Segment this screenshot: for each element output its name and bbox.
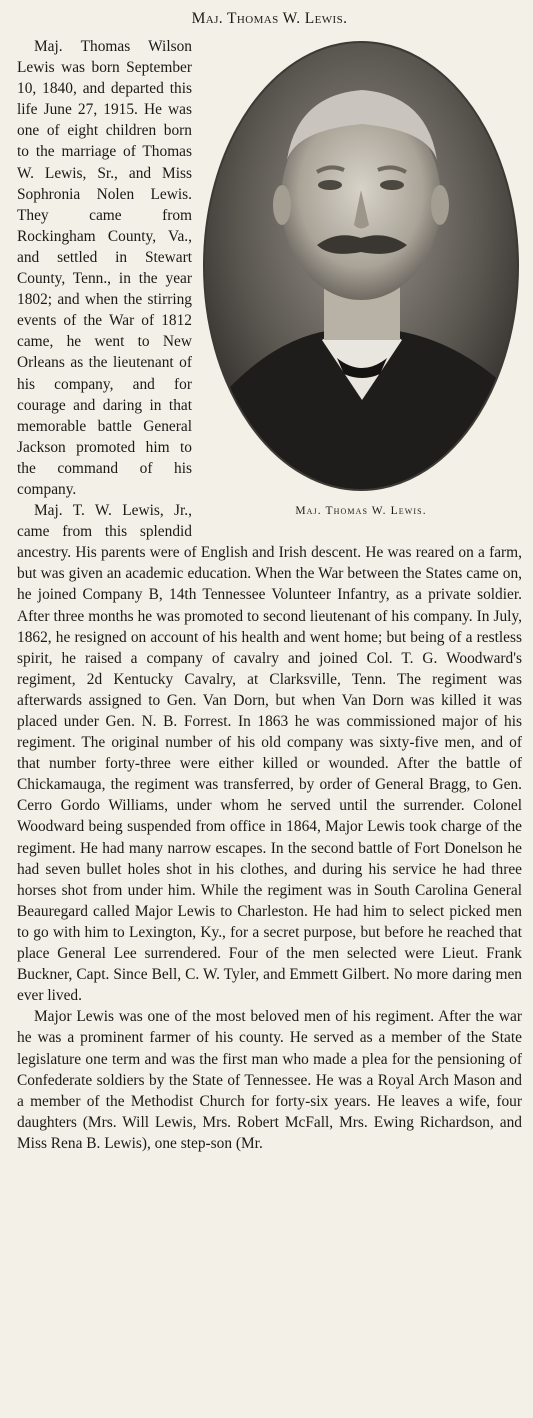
paragraph-1: Maj. Thomas Wilson Lewis was born September 10, 1840, and departed this life June 27, 1915. He was one of eight children born to the marriage of Thomas W. Lewis, Sr., and Miss Sophronia Nolen Lewis. They came from Rockingham County, Va., and settled in Stewart County, Tenn., in the year 1802; and when the stirring events of the War of 1812 came, he went to New Orleans as the lieutenant of his company, and for courage and daring in that memorable battle General Jackson promoted him to the command of his company. xyxy=(17,38,192,498)
portrait-photo xyxy=(202,40,520,492)
paragraph-3: Major Lewis was one of the most beloved men of his regiment. After the war he was a prominent farmer of his county. He served as a member of the State legislature one term and was the first man who made a plea for the pensioning of Confederate soldiers by the State of Tennessee. He was a Royal Arch Mason and a member of the Methodist Church for forty-six years. He leaves a wife, four daughters (Mrs. Will Lewis, Mrs. Robert McFall, Mrs. Ewing Richardson, and Miss Rena B. Lewis), one step-son (Mr. xyxy=(17,1008,522,1152)
portrait-caption: Maj. Thomas W. Lewis. xyxy=(295,505,427,517)
article-title: Maj. Thomas W. Lewis. xyxy=(191,10,348,27)
paragraph-2: Maj. T. W. Lewis, Jr., came from this splendid ancestry. His parents were of English and Irish descent. He was reared on a farm, but was given an academic education. When the War between the States came on, he joined Company B, 14th Tennessee Volunteer Infantry, as a private soldier. After three months he was promoted to second lieutenant of his company. In July, 1862, he resigned on account of his health and went home; but being of a restless spirit, he raised a company of cavalry and joined Col. T. G. Woodward's regiment, 2d Kentucky Cavalry, at Clarksville, Tenn. The regiment was afterwards assigned to Gen. Van Dorn, but when Van Dorn was killed it was placed under Gen. N. B. Forrest. In 1863 he was commissioned major of his regiment. The original number of his old company was sixty-five men, and of that number forty-three were either killed or wounded. After the battle of Chickamauga, the regiment was transferred, by order of General Bragg, to Gen. Cerro Gordo Williams, under whom he served until the surrender. Colonel Woodward being suspended from office in 1864, Major Lewis took charge of the regiment. He had many narrow escapes. In the second battle of Fort Donelson he had seven bullet holes shot in his clothes, and during his service he had three horses shot from under him. While the regiment was in South Carolina General Beauregard called Major Lewis to Charleston. He had him to select picked men to go with him to Lexington, Ky., for a secret purpose, but before he reached that place General Lee surrendered. Four of the men selected were Lieut. Frank Buckner, Capt. Since Bell, C. W. Tyler, and Emmett Gilbert. No more daring men ever lived. xyxy=(17,502,522,1005)
article-body xyxy=(17,36,522,1154)
portrait-figure xyxy=(200,40,522,518)
